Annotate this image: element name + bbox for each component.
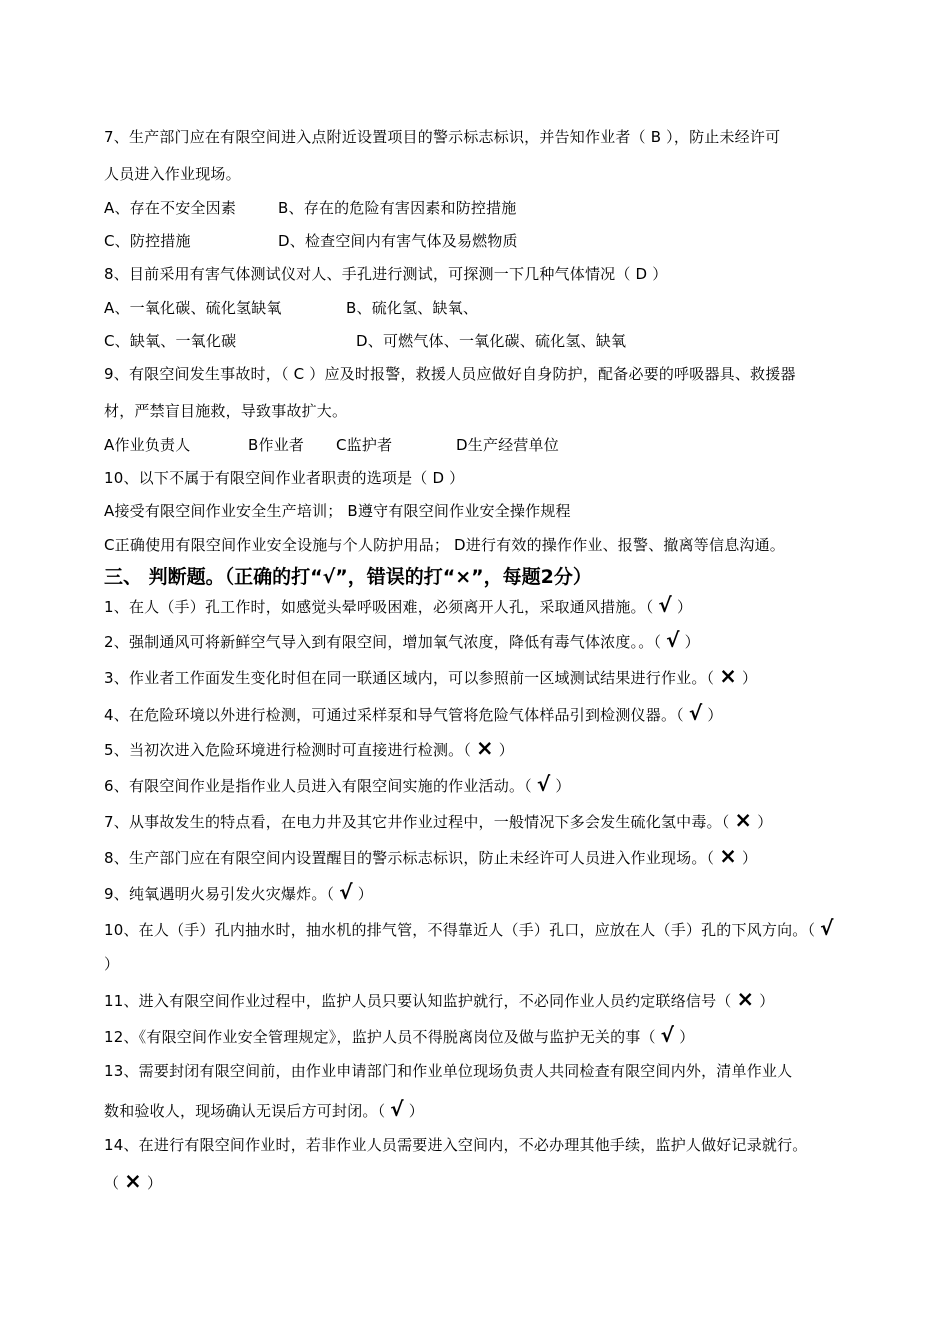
judgment-text: 8、生产部门应在有限空间内设置醒目的警示标志标识，防止未经许可人员进入作业现场。（ xyxy=(104,849,715,867)
judgment-5 xyxy=(104,738,930,760)
judgment-1 xyxy=(104,595,930,617)
q8-option-a: A、一氧化碳、硫化氢缺氧 xyxy=(104,299,282,317)
judgment-close: ） xyxy=(741,849,758,867)
cross-mark-icon: × xyxy=(719,664,738,688)
q10-options-ab: A接受有限空间作业安全生产培训； B遵守有限空间作业安全操作规程 xyxy=(104,502,571,520)
judgment-text: 6、有限空间作业是指作业人员进入有限空间实施的作业活动。（ xyxy=(104,777,532,795)
judgment-close: ） xyxy=(757,813,773,831)
q9-line2: 材，严禁盲目施救，导致事故扩大。 xyxy=(104,402,348,420)
judgment-14: 14、在进行有限空间作业时，若非作业人员需要进入空间内，不必办理其他手续，监护人做好记录就行。 xyxy=(104,1136,808,1154)
judgment-close: ） xyxy=(684,633,700,651)
judgment-close: ） xyxy=(741,669,758,687)
q7-option-d: D、检查空间内有害气体及易燃物质 xyxy=(278,232,518,250)
judgment-close: ） xyxy=(676,598,693,616)
q8-options-ab xyxy=(104,298,930,318)
check-mark-icon: √ xyxy=(820,916,834,940)
judgment-text: 1、在人（手）孔工作时，如感觉头晕呼吸困难，必须离开人孔，采取通风措施。（ xyxy=(104,598,654,616)
check-mark-icon: √ xyxy=(666,628,680,652)
judgment-10 xyxy=(104,918,930,940)
cross-mark-icon: × xyxy=(476,736,494,760)
q7-line2: 人员进入作业现场。 xyxy=(104,165,241,183)
q8-option-d: D、可燃气体、一氧化碳、硫化氢、缺氧 xyxy=(356,332,627,350)
judgment-text: 3、作业者工作面发生变化时但在同一联通区域内，可以参照前一区域测试结果进行作业。（ xyxy=(104,669,715,687)
judgment-close: ） xyxy=(679,1028,695,1046)
judgment-10-close xyxy=(104,954,930,974)
q8-options-cd xyxy=(104,331,930,351)
cross-mark-icon: × xyxy=(736,987,755,1011)
q7-option-b: B、存在的危险有害因素和防控措施 xyxy=(278,199,517,217)
judgment-close: ） xyxy=(759,992,775,1010)
judgment-13-line2 xyxy=(104,1099,930,1121)
judgment-4 xyxy=(104,703,930,725)
judgment-12 xyxy=(104,1025,930,1047)
q8-option-b: B、硫化氢、缺氧、 xyxy=(346,299,479,317)
judgment-close: ） xyxy=(408,1102,424,1120)
judgment-8 xyxy=(104,846,930,868)
q9-option-b: B作业者 xyxy=(248,436,305,454)
judgment-3 xyxy=(104,666,930,688)
judgment-close: ） xyxy=(104,955,120,973)
check-mark-icon: √ xyxy=(339,880,353,904)
q9-option-d: D生产经营单位 xyxy=(456,436,559,454)
q9-option-a: A作业负责人 xyxy=(104,436,191,454)
q7-line1: 7、生产部门应在有限空间进入点附近设置项目的警示标志标识，并告知作业者（ B ），防止未经许可 xyxy=(104,128,781,146)
judgment-close: ） xyxy=(357,885,373,903)
judgment-close: ） xyxy=(707,706,723,724)
check-mark-icon: √ xyxy=(688,701,703,725)
check-mark-icon: √ xyxy=(390,1097,404,1121)
q9-options xyxy=(104,435,930,455)
section-3-heading: 三、 判断题。（正确的打“√”，错误的打“×”，每题2分） xyxy=(104,566,592,588)
q9-option-c: C监护者 xyxy=(336,436,393,454)
judgment-close: ） xyxy=(146,1174,163,1192)
judgment-14-line2 xyxy=(104,1171,930,1193)
judgment-text: 7、从事故发生的特点看，在电力井及其它井作业过程中，一般情况下多会发生硫化氢中毒。（ xyxy=(104,813,730,831)
judgment-2 xyxy=(104,630,930,652)
cross-mark-icon: × xyxy=(124,1169,142,1193)
judgment-9 xyxy=(104,882,930,904)
judgment-text: 2、强制通风可将新鲜空气导入到有限空间，增加氧气浓度，降低有毒气体浓度。。（ xyxy=(104,633,662,651)
judgment-text: 5、当初次进入危险环境进行检测时可直接进行检测。（ xyxy=(104,741,472,759)
q7-options-cd xyxy=(104,231,930,251)
judgment-text: 11、进入有限空间作业过程中，监护人员只要认知监护就行，不必同作业人员约定联络信号（ xyxy=(104,992,732,1010)
judgment-13: 13、需要封闭有限空间前，由作业申请部门和作业单位现场负责人共同检查有限空间内外，清单作业人 xyxy=(104,1062,793,1080)
judgment-7 xyxy=(104,810,930,832)
judgment-text: 9、纯氧遇明火易引发火灾爆炸。（ xyxy=(104,885,335,903)
cross-mark-icon: × xyxy=(734,808,753,832)
judgment-close: ） xyxy=(498,741,514,759)
q9-line1: 9、有限空间发生事故时，（ C ）应及时报警，救援人员应做好自身防护，配备必要的呼吸器具、救援器 xyxy=(104,365,796,383)
q10-line1: 10、以下不属于有限空间作业者职责的选项是（ D ） xyxy=(104,469,465,487)
judgment-6 xyxy=(104,774,930,796)
q7-options-ab xyxy=(104,198,930,218)
q8-option-c: C、缺氧、一氧化碳 xyxy=(104,332,237,350)
judgment-text: （ xyxy=(104,1174,120,1192)
judgment-11 xyxy=(104,989,930,1011)
check-mark-icon: √ xyxy=(536,772,551,796)
judgment-close: ） xyxy=(555,777,571,795)
q8-line1: 8、目前采用有害气体测试仪对人、手孔进行测试，可探测一下几种气体情况（ D ） xyxy=(104,265,668,283)
q10-options-cd: C正确使用有限空间作业安全设施与个人防护用品； D进行有效的操作作业、报警、撤离等信息沟通。 xyxy=(104,536,785,554)
judgment-text: 数和验收人，现场确认无误后方可封闭。（ xyxy=(104,1102,386,1120)
q7-option-c: C、防控措施 xyxy=(104,232,191,250)
check-mark-icon: √ xyxy=(658,593,672,617)
cross-mark-icon: × xyxy=(719,844,738,868)
judgment-text: 4、在危险环境以外进行检测，可通过采样泵和导气管将危险气体样品引到检测仪器。（ xyxy=(104,706,684,724)
check-mark-icon: √ xyxy=(660,1023,675,1047)
judgment-text: 10、在人（手）孔内抽水时，抽水机的排气管，不得靠近人（手）孔口，应放在人（手）孔的下风方向。（ xyxy=(104,921,816,939)
q7-option-a: A、存在不安全因素 xyxy=(104,199,237,217)
judgment-text: 12、《有限空间作业安全管理规定》，监护人员不得脱离岗位及做与监护无关的事（ xyxy=(104,1028,656,1046)
